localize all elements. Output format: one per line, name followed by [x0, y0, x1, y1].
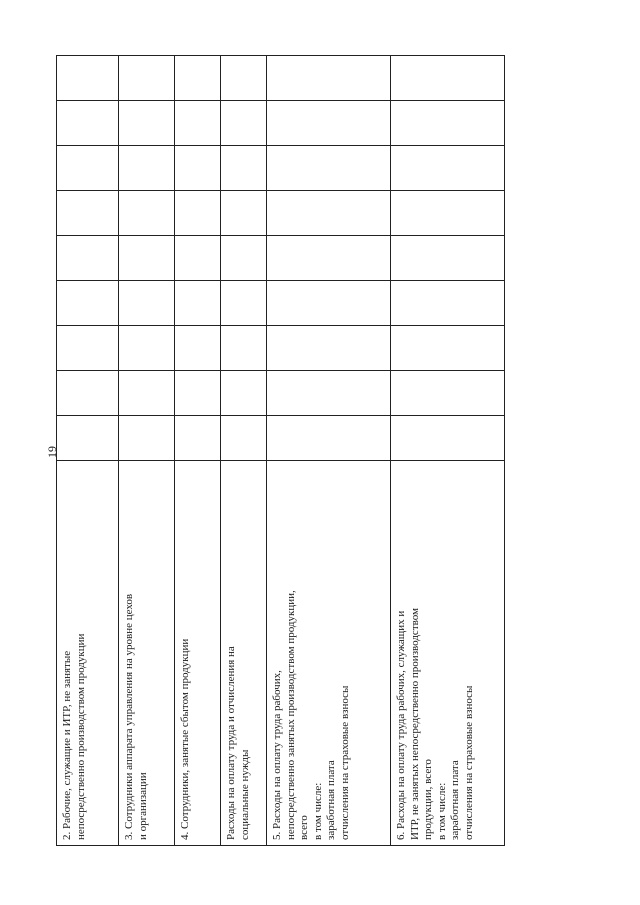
row-text: продукции, всего [422, 759, 434, 840]
row-text: Расходы на оплату труда и отчисления на [225, 646, 237, 840]
empty-cell [391, 101, 505, 146]
row-text: социальные нужды [238, 749, 251, 840]
empty-cell [57, 281, 119, 326]
row-text: в том числе: [435, 782, 448, 840]
empty-cell [221, 281, 267, 326]
empty-cell [119, 101, 175, 146]
empty-cell [391, 416, 505, 461]
row-text: 4. Сотрудники, занятые сбытом продукции [179, 638, 191, 840]
empty-cell [119, 371, 175, 416]
empty-cell [391, 281, 505, 326]
row-text: 6. Расходы на оплату труда рабочих, служащих и [395, 610, 407, 840]
empty-cell [175, 326, 221, 371]
table-row [267, 56, 391, 846]
row-text: 3. Сотрудники аппарата управления на уровне цехов [123, 593, 135, 840]
empty-cell [221, 191, 267, 236]
empty-cell [267, 191, 391, 236]
empty-cell [391, 146, 505, 191]
row-label [175, 461, 221, 846]
table-row [119, 56, 175, 846]
row-text: отчисления на страховые взносы [462, 685, 475, 840]
empty-cell [221, 371, 267, 416]
table-row [57, 56, 119, 846]
empty-cell [57, 191, 119, 236]
empty-cell [119, 236, 175, 281]
empty-cell [267, 56, 391, 101]
empty-cell [119, 416, 175, 461]
empty-cell [267, 416, 391, 461]
empty-cell [175, 101, 221, 146]
row-text: отчисления на страховые взносы [338, 685, 351, 840]
row-label [57, 461, 119, 846]
empty-cell [267, 236, 391, 281]
empty-cell [175, 56, 221, 101]
empty-cell [119, 56, 175, 101]
rotated-table-container [56, 56, 504, 846]
empty-cell [267, 371, 391, 416]
table-landscape [56, 56, 504, 846]
empty-cell [57, 101, 119, 146]
empty-cell [221, 236, 267, 281]
empty-cell [267, 281, 391, 326]
row-label [119, 461, 175, 846]
row-text: 2. Рабочие, служащие и ИТР, не занятые [61, 650, 73, 840]
row-text: ИТР, не занятых непосредственно производством [408, 608, 421, 840]
row-label [391, 461, 505, 846]
empty-cell [175, 281, 221, 326]
empty-cell [267, 146, 391, 191]
empty-cell [57, 56, 119, 101]
table-row [175, 56, 221, 846]
empty-cell [57, 236, 119, 281]
table-row [221, 56, 267, 846]
row-text: заработная плата [449, 760, 461, 840]
empty-cell [221, 101, 267, 146]
row-text: непосредственно производством продукции [74, 633, 87, 840]
row-text: всего [298, 815, 310, 840]
empty-cell [267, 326, 391, 371]
empty-cell [57, 146, 119, 191]
page-number: 19 [45, 446, 59, 458]
empty-cell [391, 56, 505, 101]
empty-cell [57, 416, 119, 461]
empty-cell [221, 56, 267, 101]
empty-cell [221, 146, 267, 191]
empty-cell [119, 326, 175, 371]
empty-cell [57, 371, 119, 416]
empty-cell [391, 236, 505, 281]
empty-cell [175, 416, 221, 461]
empty-cell [221, 416, 267, 461]
row-text: и организации [136, 772, 149, 840]
empty-cell [175, 146, 221, 191]
empty-cell [119, 281, 175, 326]
staff-cost-table [56, 55, 505, 846]
empty-cell [391, 371, 505, 416]
table-row [391, 56, 505, 846]
row-label [221, 461, 267, 846]
empty-cell [175, 371, 221, 416]
empty-cell [391, 326, 505, 371]
empty-cell [175, 236, 221, 281]
empty-cell [391, 191, 505, 236]
row-text: непосредственно занятых производством продукции, [284, 590, 297, 840]
row-text: заработная плата [325, 760, 337, 840]
empty-cell [175, 191, 221, 236]
row-text: в том числе: [311, 782, 324, 840]
empty-cell [119, 146, 175, 191]
empty-cell [267, 101, 391, 146]
empty-cell [119, 191, 175, 236]
empty-cell [57, 326, 119, 371]
empty-cell [221, 326, 267, 371]
row-label [267, 461, 391, 846]
row-text: 5. Расходы на оплату труда рабочих, [271, 670, 283, 840]
